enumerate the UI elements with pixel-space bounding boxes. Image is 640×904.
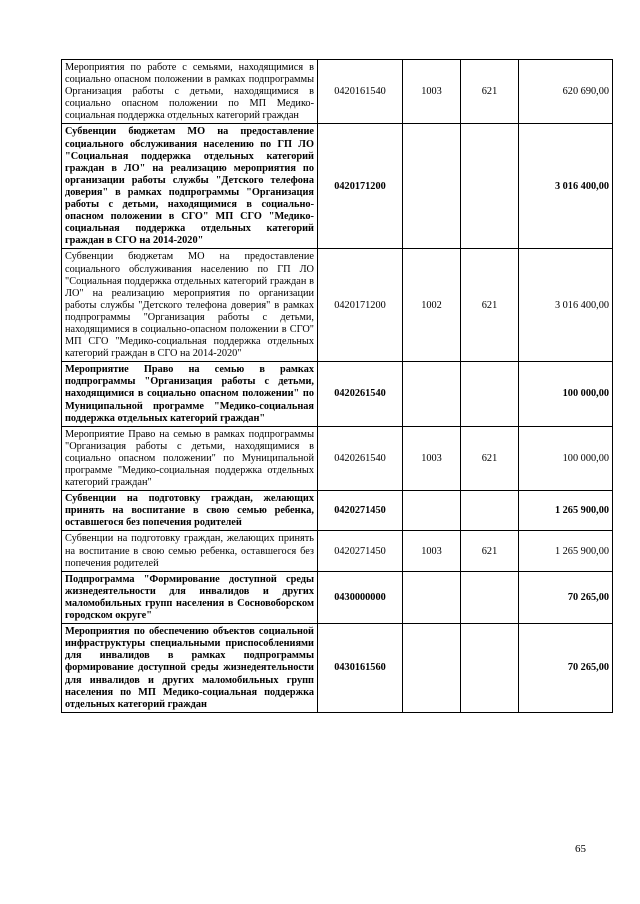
table-row <box>62 124 613 249</box>
row-amount-cell: 100 000,00 <box>519 362 613 426</box>
row-name-cell: Субвенции бюджетам МО на предоставление социального обслуживания населению по ГП ЛО "Социальная поддержка отдельных категорий граждан в ЛО" на реализацию мероприятия по организации работы службы "Детского телефона доверия" в рамках подпрограммы "Организация работы с детьми, находящимися в социально-опасном положении в СГО" МП СГО "Медико-социальная поддержка отдельных категорий граждан в СГО на 2014-2020" <box>62 249 318 362</box>
row-code-cell: 0420171200 <box>318 124 403 249</box>
budget-table <box>61 59 613 713</box>
row-section-cell <box>403 124 461 249</box>
row-code-cell: 0420171200 <box>318 249 403 362</box>
row-section-cell <box>403 624 461 713</box>
row-code-cell: 0420261540 <box>318 362 403 426</box>
row-name-cell: Мероприятия по обеспечению объектов социальной инфраструктуры специальными приспособлениями для инвалидов в рамках подпрограммы формирование доступной среды жизнедеятельности для инвалидов и других маломобильных групп населения по МП Медико-социальная поддержка отдельных категорий граждан <box>62 624 318 713</box>
row-name-cell: Субвенции бюджетам МО на предоставление социального обслуживания населению по ГП ЛО "Социальная поддержка отдельных категорий граждан в ЛО" на реализацию мероприятия по организации работы службы "Детского телефона доверия" в рамках подпрограммы "Организация работы с детьми, находящимися в социально-опасном положении в СГО" МП СГО "Медико-социальная поддержка отдельных категорий граждан в СГО на 2014-2020" <box>62 124 318 249</box>
row-amount-cell: 70 265,00 <box>519 624 613 713</box>
row-code-cell: 0420271450 <box>318 531 403 571</box>
row-name-cell: Субвенции на подготовку граждан, желающих принять на воспитание в свою семью ребенка, оставшегося без попечения родителей <box>62 491 318 531</box>
row-amount-cell: 1 265 900,00 <box>519 531 613 571</box>
row-section-cell <box>403 491 461 531</box>
row-section-cell: 1003 <box>403 531 461 571</box>
row-amount-cell: 70 265,00 <box>519 571 613 623</box>
row-name-cell: Мероприятие Право на семью в рамках подпрограммы "Организация работы с детьми, находящимися в социально опасном положении" по Муниципальной программе "Медико-социальная поддержка отдельных категорий граждан" <box>62 426 318 490</box>
table-row <box>62 491 613 531</box>
table-row <box>62 571 613 623</box>
row-section-cell: 1002 <box>403 249 461 362</box>
table-row <box>62 362 613 426</box>
row-type-cell: 621 <box>461 426 519 490</box>
row-code-cell: 0430000000 <box>318 571 403 623</box>
row-type-cell: 621 <box>461 60 519 124</box>
row-type-cell: 621 <box>461 531 519 571</box>
row-type-cell <box>461 571 519 623</box>
row-amount-cell: 100 000,00 <box>519 426 613 490</box>
row-amount-cell: 3 016 400,00 <box>519 124 613 249</box>
row-name-cell: Мероприятие Право на семью в рамках подпрограммы "Организация работы с детьми, находящимися в социально опасном положении" по Муниципальной программе "Медико-социальная поддержка отдельных категорий граждан" <box>62 362 318 426</box>
row-name-cell: Субвенции на подготовку граждан, желающих принять на воспитание в свою семью ребенка, оставшегося без попечения родителей <box>62 531 318 571</box>
table-row <box>62 60 613 124</box>
row-type-cell <box>461 362 519 426</box>
row-name-cell: Мероприятия по работе с семьями, находящимися в социально опасном положении в рамках подпрограммы Организация работы с детьми, находящимися в социально опасном положении по МП Медико-социальная поддержка отдельных категорий граждан <box>62 60 318 124</box>
row-type-cell <box>461 491 519 531</box>
row-code-cell: 0430161560 <box>318 624 403 713</box>
row-amount-cell: 620 690,00 <box>519 60 613 124</box>
row-code-cell: 0420261540 <box>318 426 403 490</box>
row-code-cell: 0420271450 <box>318 491 403 531</box>
table-row <box>62 426 613 490</box>
table-row <box>62 624 613 713</box>
table-row <box>62 249 613 362</box>
row-amount-cell: 3 016 400,00 <box>519 249 613 362</box>
row-type-cell <box>461 624 519 713</box>
row-section-cell: 1003 <box>403 426 461 490</box>
row-section-cell <box>403 362 461 426</box>
table-row <box>62 531 613 571</box>
row-type-cell: 621 <box>461 249 519 362</box>
row-type-cell <box>461 124 519 249</box>
page-number: 65 <box>575 843 586 855</box>
row-name-cell: Подпрограмма "Формирование доступной среды жизнедеятельности для инвалидов и других маломобильных групп населения в Сосновоборском городском округе" <box>62 571 318 623</box>
budget-table-body <box>62 60 613 713</box>
row-section-cell <box>403 571 461 623</box>
row-amount-cell: 1 265 900,00 <box>519 491 613 531</box>
row-section-cell: 1003 <box>403 60 461 124</box>
row-code-cell: 0420161540 <box>318 60 403 124</box>
